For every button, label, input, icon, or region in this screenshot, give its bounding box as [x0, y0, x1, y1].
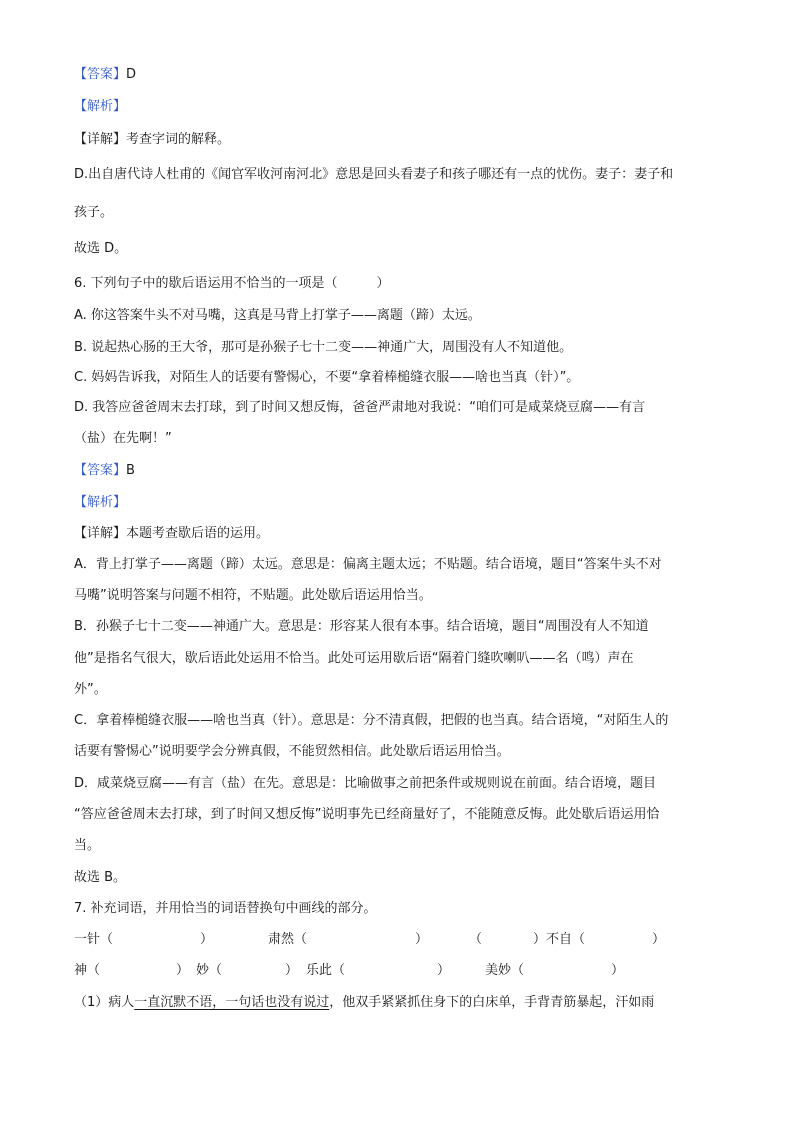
- q6-analysis-a-1: A．背上打掌子——离题（蹄）太远。意思是：偏离主题太远；不贴题。结合语境，题目“答案牛头不对: [74, 557, 662, 572]
- q6-option-d-line-2: （盐）在先啊！”: [74, 431, 172, 446]
- q5-answer-line: [74, 66, 136, 84]
- answer-tag: 【答案】: [74, 67, 127, 82]
- analysis-tag: 【解析】: [74, 99, 127, 114]
- q6-detail-line: [74, 525, 269, 543]
- q5-explanation-line-2: 孩子。: [74, 205, 114, 220]
- q6-analysis-d-1: D．咸菜烧豆腐——有言（盐）在先。意思是：比喻做事之前把条件或规则说在前面。结合语境，题目: [74, 776, 657, 791]
- q6-choose: 故选 B。: [74, 870, 127, 885]
- q5-analysis-line: [74, 98, 126, 116]
- q7-word-4: 神（: [74, 963, 101, 978]
- q7-word-7: 美妙（: [485, 963, 525, 978]
- q7-word-1-close: ）: [200, 932, 214, 947]
- word-1-open: 一针（: [74, 932, 114, 947]
- q7-stem: 7. 补充词语，并用恰当的词语替换句中画线的部分。: [74, 901, 377, 916]
- q5-detail-line: [74, 131, 230, 149]
- q7-word-3-open: （: [469, 932, 483, 947]
- q7-word-5-close: ）: [285, 963, 299, 978]
- q6-option-c: C. 妈妈告诉我，对陌生人的话要有警惕心，不要“拿着棒槌缝衣服——啥也当真（针）”。: [74, 370, 580, 385]
- answer-value: B: [126, 463, 135, 478]
- q7-word-7-close: ）: [611, 963, 625, 978]
- detail-tag: 【详解】: [74, 132, 127, 147]
- q7-word-3-mid: ）不自（: [533, 932, 586, 947]
- q7-word-1: [74, 931, 113, 949]
- detail-tag: 【详解】: [74, 526, 127, 541]
- detail-text: 本题考查歇后语的运用。: [126, 526, 270, 541]
- q7-word-2-close: ）: [415, 932, 429, 947]
- q6-analysis-d-3: 当。: [74, 838, 101, 853]
- q7-word-3-close: ）: [652, 932, 666, 947]
- q7-sentence-1: [74, 994, 654, 1012]
- answer-tag: 【答案】: [74, 463, 127, 478]
- answer-value: D: [126, 67, 137, 82]
- q6-option-d-line-1: D. 我答应爸爸周末去打球，到了时间又想反悔，爸爸严肃地对我说：“咱们可是咸菜烧豆腐——有言: [74, 400, 646, 415]
- q5-choose: 故选 D。: [74, 241, 128, 256]
- sentence-1-prefix: （1）病人: [74, 995, 135, 1010]
- q7-word-5: 妙（: [196, 963, 223, 978]
- q6-option-b: B. 说起热心肠的王大爷，那可是孙猴子七十二变——神通广大，周围没有人不知道他。: [74, 340, 573, 355]
- q6-analysis-c-1: C．拿着棒槌缝衣服——啥也当真（针）。意思是：分不清真假，把假的也当真。结合语境，“对陌生人的: [74, 713, 669, 728]
- q6-stem: 6. 下列句子中的歇后语运用不恰当的一项是（ ）: [74, 276, 390, 291]
- q6-analysis-line: [74, 494, 126, 512]
- sentence-1-underlined: 一直沉默不语，一句话也没有说过: [134, 995, 330, 1010]
- q6-analysis-b-1: B．孙猴子七十二变——神通广大。意思是：形容某人很有本事。结合语境，题目“周围没有人不知道: [74, 619, 649, 634]
- q7-word-2: 肃然（: [268, 932, 308, 947]
- q6-analysis-a-2: 马嘴”说明答案与问题不相符，不贴题。此处歇后语运用恰当。: [74, 588, 432, 603]
- q7-word-6-close: ）: [437, 963, 451, 978]
- q6-analysis-b-3: 外”。: [74, 682, 107, 697]
- q6-analysis-b-2: 他”是指名气很大，歇后语此处运用不恰当。此处可运用歇后语“隔着门缝吹喇叭——名（鸣）声在: [74, 651, 634, 666]
- q5-explanation-line-1: D.出自唐代诗人杜甫的《闻官军收河南河北》意思是回头看妻子和孩子哪还有一点的忧伤。妻子：妻子和: [74, 167, 674, 182]
- detail-text: 考查字词的解释。: [126, 132, 231, 147]
- q6-analysis-c-2: 话要有警惕心”说明要学会分辨真假，不能贸然相信。此处歇后语运用恰当。: [74, 744, 510, 759]
- q6-analysis-d-2: “答应爸爸周末去打球，到了时间又想反悔”说明事先已经商量好了，不能随意反悔。此处歇后语运用恰: [74, 807, 660, 822]
- q7-word-6: 乐此（: [306, 963, 346, 978]
- q6-answer-line: [74, 462, 135, 480]
- sentence-1-rest: ，他双手紧紧抓住身下的白床单，手背青筋暴起，汗如雨: [329, 995, 655, 1010]
- analysis-tag: 【解析】: [74, 495, 127, 510]
- q6-option-a: A. 你这答案牛头不对马嘴，这真是马背上打掌子——离题（蹄）太远。: [74, 308, 481, 323]
- q7-word-4-close: ）: [176, 963, 190, 978]
